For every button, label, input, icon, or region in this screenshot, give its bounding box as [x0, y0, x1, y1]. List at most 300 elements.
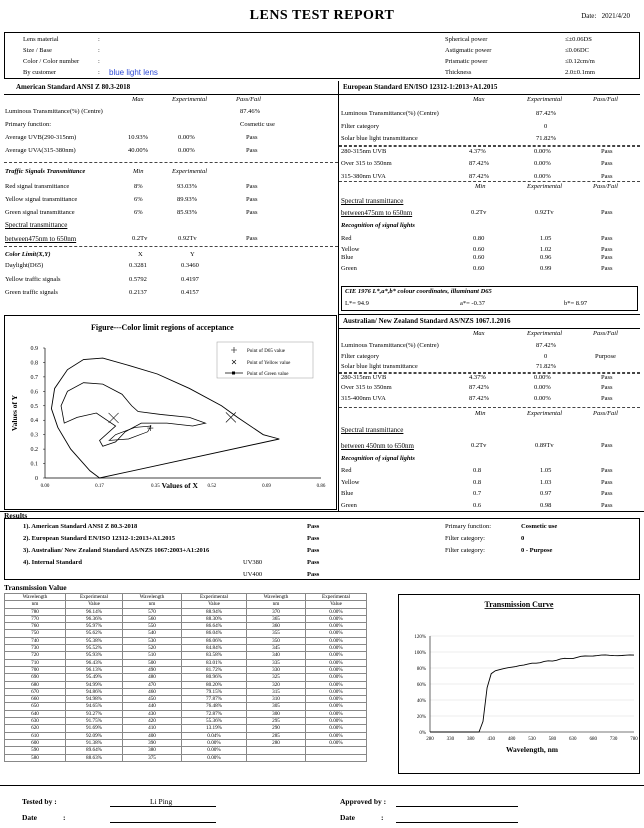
col-experimental: Experimental	[527, 96, 563, 103]
row-max: 87.42%	[469, 394, 490, 402]
table-row	[5, 674, 367, 681]
table-row	[5, 688, 367, 695]
x-tick-label: 0.69	[262, 484, 271, 489]
col-experimental: Experimental	[172, 96, 208, 103]
table-cell: 0.00%	[306, 674, 367, 681]
result-value: 0	[521, 535, 525, 542]
row-pf: Pass	[601, 246, 613, 253]
row-name: 280-315nm UVB	[341, 373, 387, 381]
row-name: 315-380nm UVA	[341, 172, 386, 180]
info-label: Spherical power	[445, 36, 488, 43]
row-name: Daylight(D65)	[5, 262, 44, 269]
table-cell: 290	[247, 725, 306, 732]
row-exp: 0.00%	[178, 134, 195, 141]
row-exp: 0.99	[540, 265, 552, 272]
table-cell: 0.00%	[306, 666, 367, 673]
table-row	[5, 710, 367, 717]
row-x: 0.3281	[129, 262, 147, 269]
y-tick-label: 0.2	[30, 447, 38, 454]
info-row	[445, 45, 635, 56]
table-row	[339, 207, 640, 219]
table-header: Wavelength	[247, 594, 306, 601]
asnz-col-header	[339, 328, 640, 340]
cie-box	[341, 286, 638, 311]
traffic-header	[4, 166, 338, 178]
table-cell: 500	[123, 659, 182, 666]
row-min: 0.8	[473, 467, 482, 474]
table-row	[339, 393, 640, 405]
row-name: Green	[341, 502, 357, 509]
y-axis-label: Values of Y	[10, 394, 19, 432]
table-cell: 320	[247, 681, 306, 688]
transmission-title: Transmission Value	[4, 583, 67, 592]
x-tick-label: 580	[548, 737, 557, 742]
row-name: Green signal transmittance	[5, 209, 75, 216]
result-pf: Pass	[307, 547, 320, 554]
table-cell: 0.00%	[306, 732, 367, 739]
row-max: 4.37%	[469, 147, 486, 155]
col-experimental: Experimental	[527, 183, 563, 190]
row-min: 0.60	[473, 265, 485, 272]
row-y: 0.4157	[181, 289, 199, 296]
row-exp: 0.00%	[534, 394, 551, 402]
row-name: between475nm to 650nm	[5, 235, 77, 243]
acceptance-region-inner	[109, 426, 151, 440]
table-cell: 0.00%	[182, 754, 247, 761]
table-cell: 0.00%	[306, 718, 367, 725]
y-tick-label: 0.4	[30, 418, 38, 425]
table-cell: 92.09%	[66, 732, 123, 739]
x-tick-label: 0.35	[150, 484, 160, 489]
table-cell: 355	[247, 630, 306, 637]
row-name: Over 315 to 350nm	[341, 384, 392, 391]
table-header-row	[5, 594, 367, 601]
x-tick-label: 780	[630, 737, 638, 742]
table-row	[339, 133, 640, 145]
table-cell: 630	[5, 718, 66, 725]
table-cell	[306, 747, 367, 754]
table-cell: 390	[123, 739, 182, 746]
table-cell: 560	[123, 615, 182, 622]
result-row	[23, 569, 443, 581]
legend-label: Point of Yellow value	[247, 361, 291, 366]
table-cell: 80.96%	[182, 674, 247, 681]
row-exp: 0.92Tv	[535, 209, 554, 216]
table-cell: 540	[123, 630, 182, 637]
transmission-chart	[398, 594, 640, 774]
y-tick-label: 0.6	[30, 389, 38, 396]
table-subheader-row	[5, 601, 367, 608]
table-cell: 0.00%	[306, 703, 367, 710]
table-row	[5, 732, 367, 739]
row-exp: 87.42%	[536, 342, 557, 349]
table-cell: 79.15%	[182, 688, 247, 695]
x-tick-label: 530	[528, 737, 536, 742]
ansi-title: American Standard ANSI Z 80.3-2018	[16, 83, 131, 91]
row-name: Luminous Transmittance(%) (Centre)	[341, 110, 439, 117]
info-label: Astigmatic power	[445, 47, 492, 54]
legend-green-marker	[232, 372, 235, 375]
table-cell: 94.65%	[66, 703, 123, 710]
row-name: Solar blue light transmittance	[341, 363, 418, 370]
row-min: 6%	[134, 209, 143, 216]
row-max: 87.42%	[469, 172, 490, 180]
table-row	[5, 615, 367, 622]
table-cell: 740	[5, 637, 66, 644]
row-pf: Pass	[601, 394, 613, 402]
table-cell: 86.04%	[182, 630, 247, 637]
y-tick-label: 100%	[414, 651, 426, 656]
row-pf: Pass	[246, 134, 258, 141]
table-cell: 660	[5, 696, 66, 703]
table-subheader: nm	[5, 601, 66, 608]
table-cell: 0.04%	[182, 732, 247, 739]
col-passfail: Pass/Fail	[593, 410, 618, 417]
table-cell: 280	[247, 739, 306, 746]
table-cell: 95.38%	[66, 637, 123, 644]
result-name: 2). European Standard EN/ISO 12312-1:2013+A1.2015	[23, 535, 176, 542]
table-row	[4, 233, 338, 245]
col-experimental: Experimental	[527, 410, 563, 417]
report-date: Date: 2021/4/20	[581, 12, 630, 20]
row-exp: 87.42%	[536, 110, 557, 117]
row-exp: 85.93%	[177, 209, 198, 216]
table-cell: 0.00%	[306, 630, 367, 637]
table-cell: 420	[123, 718, 182, 725]
table-cell: 460	[123, 688, 182, 695]
info-box	[4, 32, 640, 79]
table-cell: 0.00%	[306, 615, 367, 622]
row-exp: 0.00%	[534, 172, 551, 180]
row-exp: 0.00%	[534, 384, 551, 391]
table-cell: 510	[123, 652, 182, 659]
table-cell: 13.19%	[182, 725, 247, 732]
table-row	[4, 260, 338, 272]
result-pf: Pass	[307, 559, 320, 566]
row-exp: 1.03	[540, 479, 552, 486]
transmission-series-line	[430, 655, 634, 732]
table-cell: 94.99%	[66, 681, 123, 688]
table-cell: 94.86%	[66, 688, 123, 695]
table-cell: 440	[123, 703, 182, 710]
row-name: Solar blue light transmittance	[341, 135, 418, 142]
row-name: Luminous Transmittance(%) (Centre)	[5, 108, 103, 115]
row-pf: Pass	[601, 467, 613, 474]
table-cell: 310	[247, 696, 306, 703]
table-row	[4, 274, 338, 286]
table-cell	[306, 754, 367, 761]
y-tick-label: 120%	[414, 635, 426, 640]
table-cell: 345	[247, 645, 306, 652]
table-cell: 76.48%	[182, 703, 247, 710]
row-exp: 0.00%	[534, 373, 551, 381]
spectral-label	[339, 195, 640, 207]
info-value: ≤±0.06DS	[565, 36, 592, 43]
spectral-label: Spectral transmittance	[5, 221, 68, 229]
result-pf: Pass	[307, 523, 320, 530]
row-min: 0.6	[473, 502, 482, 509]
table-cell: 86.64%	[182, 623, 247, 630]
recognition-label	[339, 220, 640, 232]
table-cell: 77.87%	[182, 696, 247, 703]
table-row	[339, 440, 640, 452]
acceptance-region	[61, 383, 205, 447]
table-cell: 400	[123, 732, 182, 739]
table-row	[5, 754, 367, 761]
table-header: Experimental	[306, 594, 367, 601]
row-min: 0.80	[473, 235, 485, 242]
row-y: 0.4197	[181, 276, 199, 283]
result-info-row	[445, 521, 635, 533]
info-value: 2.0±0.1mm	[565, 69, 595, 76]
en-col-header-2	[339, 181, 640, 193]
row-name: 280-315nm UVB	[341, 147, 387, 155]
col-passfail: Pass/Fail	[236, 96, 261, 103]
cie-l: L*= 94.9	[345, 300, 369, 307]
table-cell: 295	[247, 718, 306, 725]
row-exp: 1.02	[540, 246, 552, 253]
recognition-label: Recognition of signal lights	[341, 455, 415, 462]
table-cell: 650	[5, 703, 66, 710]
row-pf: Pass	[601, 442, 613, 449]
cie-figure	[4, 315, 337, 510]
table-cell: 95.52%	[66, 645, 123, 652]
col-max: Max	[132, 96, 144, 103]
row-exp: 0.92Tv	[178, 235, 197, 242]
en-title: European Standard EN/ISO 12312-1:2013+A1.2015	[343, 83, 498, 91]
result-value: Cosmetic use	[521, 523, 558, 530]
table-cell: 375	[123, 754, 182, 761]
transmission-curve	[399, 595, 639, 773]
y-tick-label: 80%	[416, 667, 426, 672]
info-row	[445, 34, 635, 45]
row-min: 6%	[134, 196, 143, 203]
row-name: Filter category	[341, 122, 380, 130]
table-cell: 305	[247, 703, 306, 710]
x-tick-label: 480	[507, 737, 516, 742]
row-name: Green traffic signals	[5, 289, 58, 296]
result-row	[23, 521, 443, 533]
result-label: Primary function:	[445, 523, 492, 530]
col-passfail: Pass/Fail	[593, 330, 618, 337]
report-title: LENS TEST REPORT	[249, 8, 395, 23]
chromaticity-plot	[5, 316, 336, 509]
info-label: Thickness	[445, 69, 472, 76]
table-cell: 300	[247, 710, 306, 717]
info-row	[5, 34, 325, 45]
result-row	[23, 533, 443, 545]
table-row	[5, 652, 367, 659]
table-cell: 91.38%	[66, 739, 123, 746]
table-cell: 95.97%	[66, 623, 123, 630]
en-section	[339, 81, 640, 276]
table-cell: 55.36%	[182, 718, 247, 725]
green-point	[109, 413, 119, 423]
table-header: Experimental	[182, 594, 247, 601]
table-cell: 80.20%	[182, 681, 247, 688]
x-tick-label: 380	[467, 737, 475, 742]
result-info-row	[445, 533, 635, 545]
row-x: 0.2137	[129, 289, 147, 296]
table-cell: 480	[123, 674, 182, 681]
table-cell: 610	[5, 732, 66, 739]
x-tick-label: 680	[589, 737, 597, 742]
table-cell: 760	[5, 623, 66, 630]
table-cell: 83.58%	[182, 652, 247, 659]
table-cell: 0.00%	[306, 608, 367, 615]
result-name: 4). Internal Standard	[23, 559, 83, 566]
row-name: Yellow traffic signals	[5, 276, 61, 283]
col-passfail: Pass/Fail	[593, 183, 618, 190]
y-tick-label: 0.5	[30, 403, 38, 410]
row-max: 87.42%	[469, 384, 490, 391]
info-value: ≤0.06DC	[565, 47, 589, 54]
row-exp: 1.05	[540, 467, 552, 474]
table-subheader: nm	[123, 601, 182, 608]
y-tick-label: 0.3	[30, 432, 38, 439]
col-passfail: Pass/Fail	[593, 96, 618, 103]
row-exp: 0.96	[540, 254, 552, 261]
table-header: Experimental	[66, 594, 123, 601]
row-pf: Pass	[601, 235, 613, 242]
row-exp: 93.03%	[177, 183, 198, 190]
table-cell: 83.01%	[182, 659, 247, 666]
spectral-label	[4, 219, 338, 231]
table-cell: 450	[123, 696, 182, 703]
table-cell: 88.94%	[182, 608, 247, 615]
table-cell: 640	[5, 710, 66, 717]
table-cell: 335	[247, 659, 306, 666]
x-tick-label: 0.52	[207, 484, 217, 489]
info-row	[445, 67, 635, 78]
info-row	[5, 45, 325, 56]
result-row	[23, 545, 443, 557]
table-cell: 470	[123, 681, 182, 688]
row-x: 0.5792	[129, 276, 147, 283]
y-tick-label: 0	[35, 476, 38, 482]
x-tick-label: 0.00	[40, 484, 50, 489]
row-min: 0.60	[473, 246, 485, 253]
legend-label: Point of Green value	[247, 372, 289, 377]
table-cell: 410	[123, 725, 182, 732]
row-name: between475nm to 650nm	[341, 209, 413, 217]
info-label: Prismatic power	[445, 58, 488, 65]
row-min: 0.7	[473, 490, 482, 497]
row-exp: 71.82%	[536, 363, 557, 370]
figure-title: Figure---Color limit regions of acceptance	[91, 323, 234, 332]
ansi-col-header	[4, 94, 338, 106]
info-value: ≤0.12cm/m	[565, 58, 595, 65]
table-cell: 700	[5, 666, 66, 673]
table-cell: 590	[5, 747, 66, 754]
table-cell: 72.87%	[182, 710, 247, 717]
approved-by-label: Approved by :	[340, 797, 387, 806]
row-min: 0.60	[473, 254, 485, 261]
row-pf: Pass	[246, 147, 258, 154]
asnz-section	[339, 314, 640, 510]
y-tick-label: 0.8	[30, 360, 38, 367]
row-max: 10.93%	[128, 134, 149, 141]
row-pf: Pass	[601, 384, 613, 391]
row-pf: Pass	[601, 209, 613, 216]
result-extra: UV380	[243, 559, 263, 566]
row-min: 0.2Tv	[471, 209, 487, 216]
results-box	[4, 518, 640, 580]
table-cell	[247, 747, 306, 754]
result-pf: Pass	[307, 535, 320, 542]
table-cell: 0.00%	[306, 696, 367, 703]
row-exp: 0.98	[540, 502, 552, 509]
table-row	[5, 659, 367, 666]
row-exp: 71.82%	[536, 135, 557, 142]
table-row	[4, 207, 338, 219]
row-max: 4.37%	[469, 373, 486, 381]
table-row	[5, 608, 367, 615]
table-cell: 680	[5, 681, 66, 688]
spectral-label: Spectral transmittance	[341, 197, 404, 205]
table-cell: 0.00%	[306, 688, 367, 695]
table-cell: 780	[5, 608, 66, 615]
cie-b: b*= 8.97	[564, 300, 588, 307]
table-cell: 96.14%	[66, 608, 123, 615]
result-label: Filter category:	[445, 535, 485, 542]
table-cell: 0.00%	[306, 623, 367, 630]
approved-date-label: Date :	[340, 813, 384, 822]
row-name: Red	[341, 467, 352, 474]
table-cell: 95.93%	[66, 652, 123, 659]
row-min: 8%	[134, 183, 143, 190]
table-cell: 600	[5, 739, 66, 746]
table-cell: 96.36%	[66, 615, 123, 622]
row-pf: Pass	[601, 502, 613, 509]
x-tick-label: 430	[487, 737, 495, 742]
row-min: 0.2Tv	[471, 442, 487, 449]
row-exp: 0.89Tv	[535, 442, 554, 449]
yellow-point	[226, 412, 236, 422]
row-min: 0.2Tv	[132, 235, 148, 242]
info-label: Lens material	[23, 36, 59, 43]
row-pf: Pass	[246, 183, 258, 190]
row-name: Blue	[341, 490, 354, 497]
result-pf: Pass	[307, 571, 320, 578]
table-row	[4, 132, 338, 144]
table-row	[5, 681, 367, 688]
row-pf: Pass	[601, 490, 613, 497]
table-row	[5, 725, 367, 732]
table-subheader: Value	[182, 601, 247, 608]
table-subheader: Value	[306, 601, 367, 608]
row-pf: Pass	[601, 479, 613, 486]
table-row	[5, 623, 367, 630]
table-header: Wavelength	[5, 594, 66, 601]
row-name: Over 315 to 350nm	[341, 160, 392, 167]
table-cell: 530	[123, 637, 182, 644]
table-cell: 0.00%	[306, 739, 367, 746]
col-min: Min	[475, 410, 486, 417]
tested-date-label: Date :	[22, 813, 66, 822]
row-name: Average UVA(315-380nm)	[5, 147, 76, 154]
table-cell: 770	[5, 615, 66, 622]
table-row	[4, 287, 338, 299]
table-row	[5, 718, 367, 725]
cie-title: CIE 1976 L*,a*,b* colour coordinates, illuminant D65	[345, 288, 492, 295]
table-cell: 88.30%	[182, 615, 247, 622]
table-cell: 580	[5, 754, 66, 761]
cie-a: a*= -0.37	[460, 300, 485, 307]
result-value: 0 - Purpose	[521, 547, 553, 554]
table-row	[5, 696, 367, 703]
table-cell: 0.00%	[306, 645, 367, 652]
